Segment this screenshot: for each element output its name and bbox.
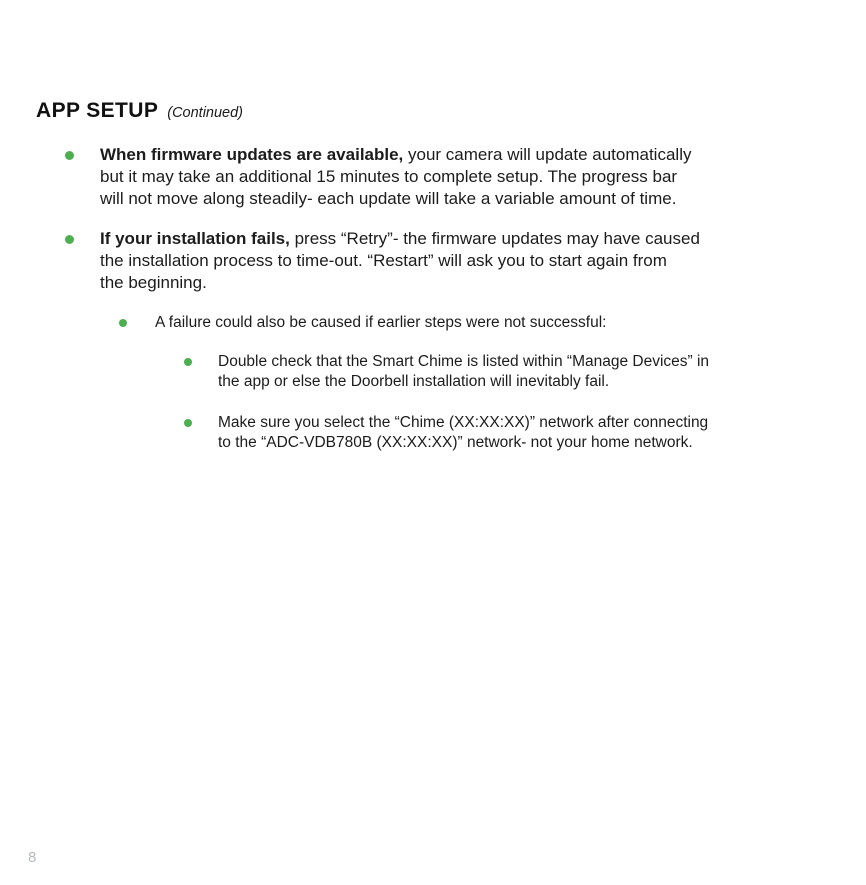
bullet-bold-lead: When firmware updates are available, [100, 145, 404, 164]
bullet-line [100, 144, 691, 166]
bullet-line: to the “ADC-VDB780B (XX:XX:XX)” network- not your home network. [218, 434, 693, 451]
bullet-item-installation-fails [0, 228, 866, 294]
bullet-item-chime-network [0, 413, 866, 453]
bullet-item-firmware-updates [0, 144, 866, 210]
bullet-line-rest: your camera will update automatically [403, 145, 692, 164]
bullet-text [218, 352, 709, 392]
heading-title: APP SETUP [36, 99, 159, 122]
bullet-text [100, 144, 691, 210]
bullet-dot-icon [119, 319, 127, 327]
bullet-line: the installation process to time-out. “Restart” will ask you to start again from [100, 251, 667, 270]
bullet-line: the app or else the Doorbell installation will inevitably fail. [218, 373, 610, 390]
bullet-line [100, 228, 700, 250]
bullet-text [218, 413, 708, 453]
bullet-dot-icon [184, 358, 192, 366]
bullet-item-failure-cause [0, 313, 866, 333]
bullet-dot-icon [65, 151, 74, 160]
bullet-text [155, 313, 606, 333]
bullet-line: but it may take an additional 15 minutes to complete setup. The progress bar [100, 167, 678, 186]
bullet-line: Make sure you select the “Chime (XX:XX:XX)” network after connecting [218, 414, 709, 431]
heading-continued-label: (Continued) [167, 105, 244, 121]
page-heading [36, 99, 243, 123]
page-number: 8 [28, 849, 37, 866]
bullet-text [100, 228, 700, 294]
bullet-line: will not move along steadily- each update will take a variable amount of time. [100, 189, 677, 208]
bullet-item-smart-chime-check [0, 352, 866, 392]
bullet-dot-icon [184, 419, 192, 427]
bullet-line: A failure could also be caused if earlier steps were not successful: [155, 314, 607, 331]
bullet-bold-lead: If your installation fails, [100, 229, 290, 248]
bullet-line: Double check that the Smart Chime is listed within “Manage Devices” in [218, 353, 710, 370]
bullet-line: the beginning. [100, 273, 207, 292]
bullet-list [0, 144, 866, 453]
bullet-line-rest: press “Retry”- the firmware updates may have caused [289, 229, 700, 248]
bullet-dot-icon [65, 235, 74, 244]
